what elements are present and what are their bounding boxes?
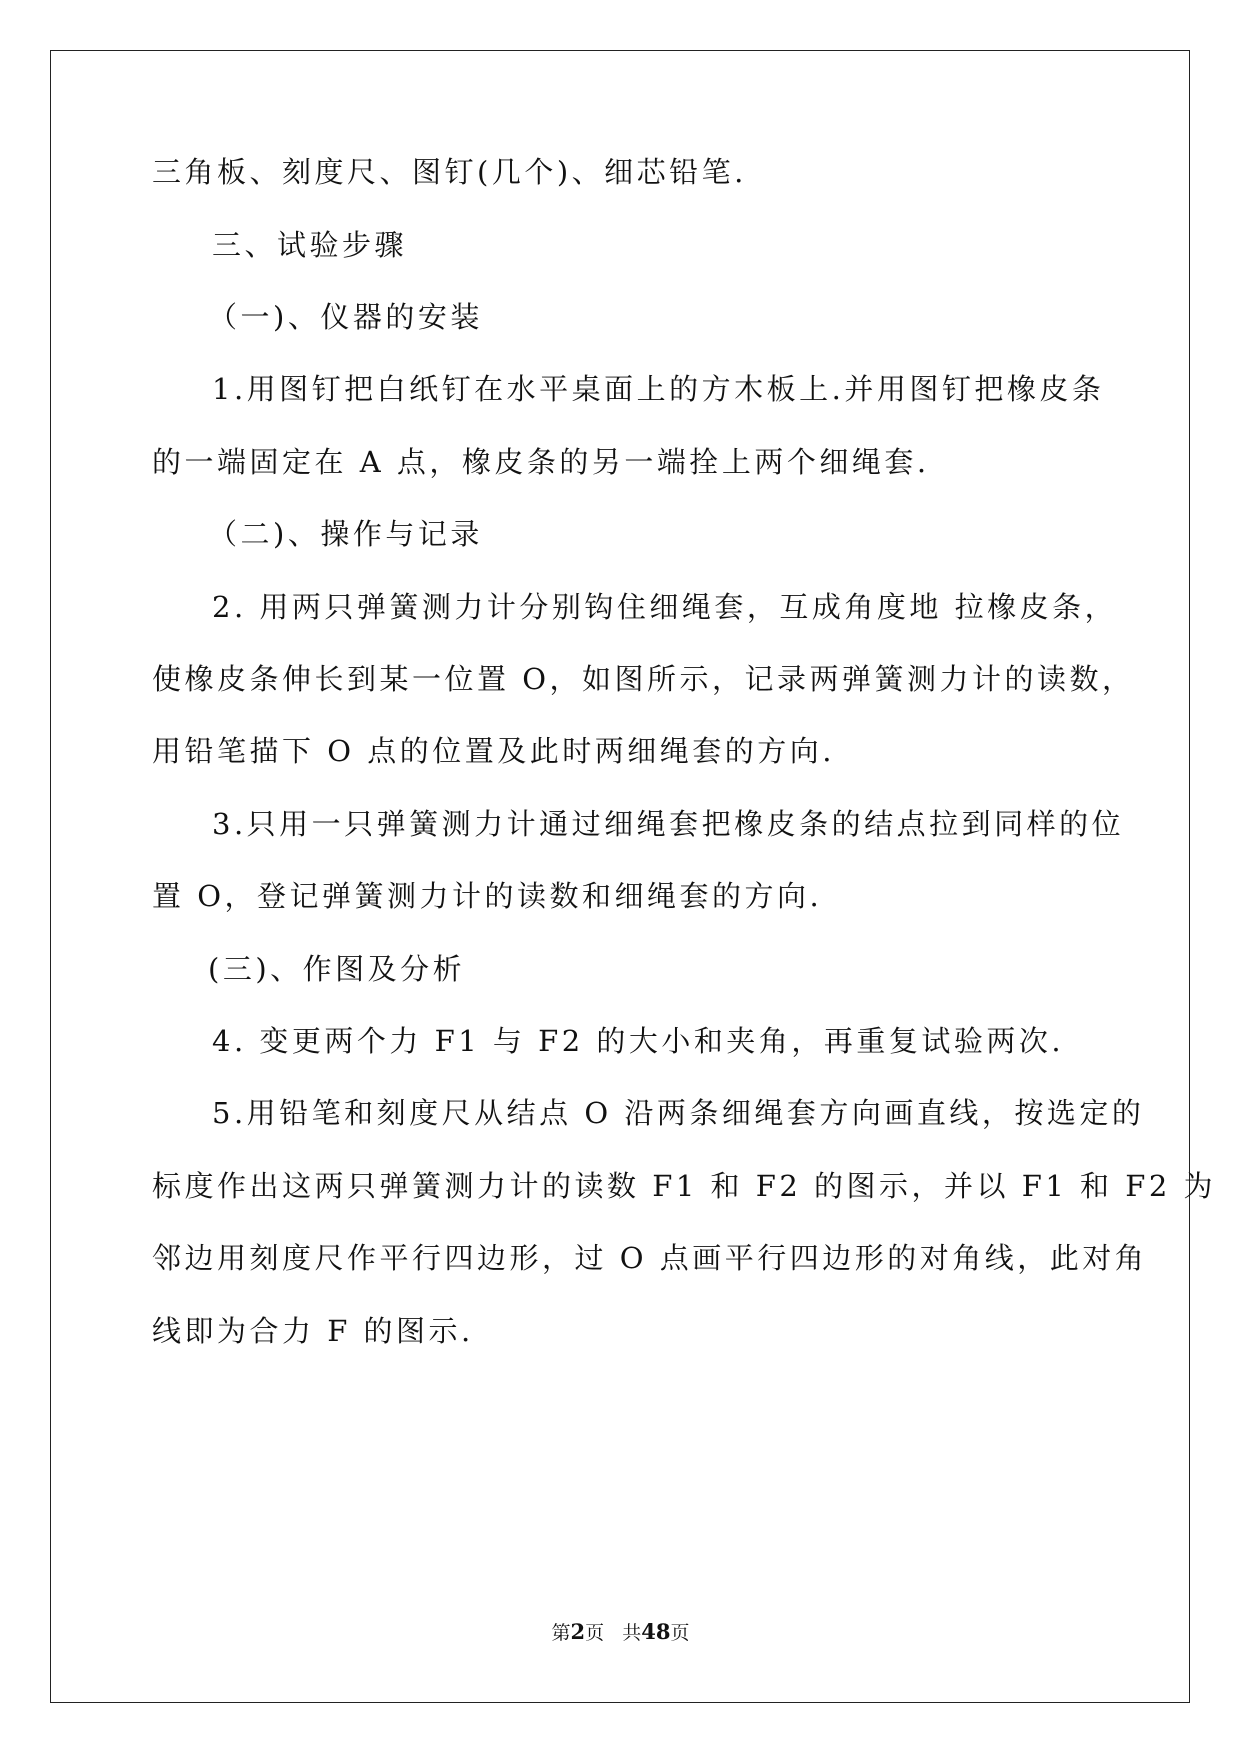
step-3-line-1: 3.只用一只弹簧测力计通过细绳套把橡皮条的结点拉到同样的位 <box>212 807 1125 841</box>
step-2-line-1: 2. 用两只弹簧测力计分别钩住细绳套，互成角度地 拉橡皮条， <box>212 590 1118 624</box>
step-5-line-1: 5.用铅笔和刻度尺从结点 O 沿两条细绳套方向画直线，按选定的 <box>212 1096 1145 1130</box>
subsection-heading-installation: （一)、仪器的安装 <box>208 300 483 334</box>
step-3-line-2: 置 O，登记弹簧测力计的读数和细绳套的方向. <box>152 879 823 913</box>
footer-mid: 页 共 <box>585 1622 642 1644</box>
step-2-line-3: 用铅笔描下 O 点的位置及此时两细绳套的方向. <box>152 734 835 768</box>
step-5-line-4: 线即为合力 F 的图示. <box>152 1314 474 1348</box>
section-heading-steps: 三、试验步骤 <box>212 228 408 262</box>
step-5-line-2: 标度作出这两只弹簧测力计的读数 F1 和 F2 的图示，并以 F1 和 F2 为 <box>152 1169 1217 1203</box>
subsection-heading-operation: （二)、操作与记录 <box>208 517 483 551</box>
footer-prefix: 第 <box>551 1622 571 1644</box>
step-4-line-1: 4. 变更两个力 F1 与 F2 的大小和夹角，再重复试验两次. <box>212 1024 1065 1058</box>
footer-total-pages: 48 <box>641 1619 671 1644</box>
step-1-line-2: 的一端固定在 A 点，橡皮条的另一端拴上两个细绳套. <box>152 445 930 479</box>
page-footer <box>0 1620 1241 1645</box>
step-5-line-3: 邻边用刻度尺作平行四边形，过 O 点画平行四边形的对角线，此对角 <box>152 1241 1148 1275</box>
step-1-line-1: 1.用图钉把白纸钉在水平桌面上的方木板上.并用图钉把橡皮条 <box>212 372 1105 406</box>
text-line-materials: 三角板、刻度尺、图钉(几个)、细芯铅笔. <box>152 155 747 189</box>
step-2-line-2: 使橡皮条伸长到某一位置 O，如图所示，记录两弹簧测力计的读数， <box>152 662 1135 696</box>
footer-page-number: 2 <box>570 1619 586 1644</box>
footer-suffix: 页 <box>670 1622 690 1644</box>
subsection-heading-analysis: (三)、作图及分析 <box>208 952 466 986</box>
